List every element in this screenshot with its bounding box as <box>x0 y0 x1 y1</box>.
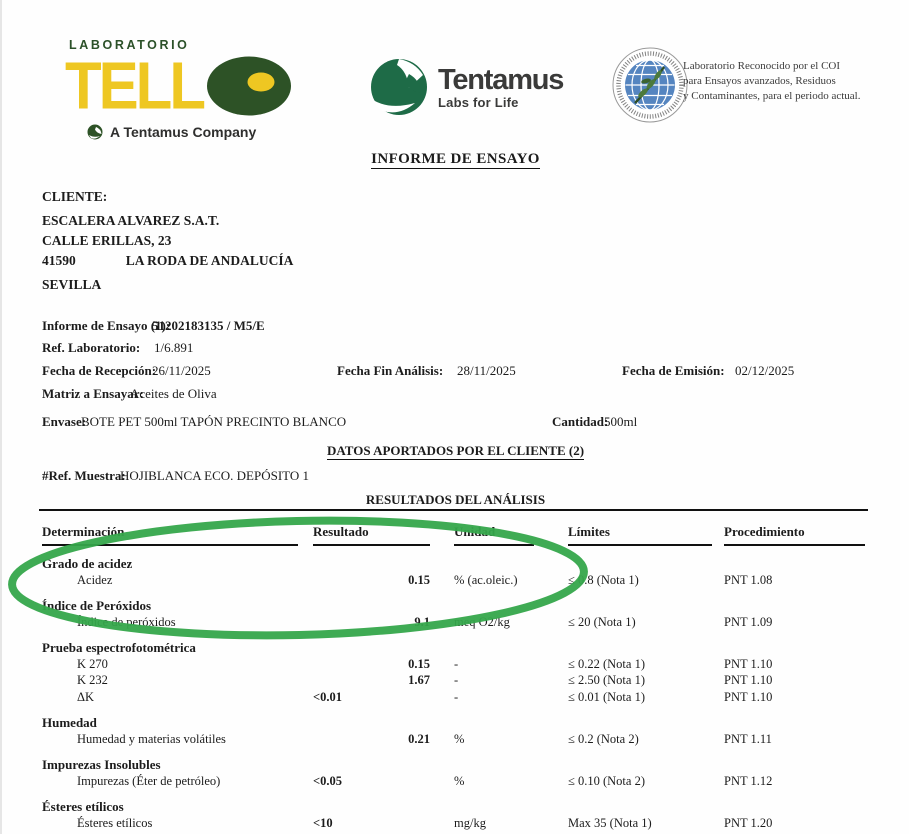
cell-procedimiento: PNT 1.12 <box>724 773 773 788</box>
table-row <box>42 572 877 589</box>
cell-limites: ≤ 0.10 (Nota 2) <box>568 773 645 788</box>
cell-resultado: 1.67 <box>408 673 430 688</box>
ref-muestra-label: #Ref. Muestra: <box>42 468 126 483</box>
cell-resultado: <10 <box>313 815 333 830</box>
cell-unidad: - <box>454 656 459 671</box>
cell-limites: ≤ 2.50 (Nota 1) <box>568 673 645 688</box>
cell-unidad: % <box>454 773 465 788</box>
group-header: Prueba espectrofotométrica <box>42 639 196 655</box>
col-header-resultado: Resultado <box>313 524 430 546</box>
tentamus-tagline: Labs for Life <box>438 94 519 110</box>
results-table-body <box>42 555 877 831</box>
cell-procedimiento: PNT 1.10 <box>724 656 773 671</box>
table-row <box>42 773 877 790</box>
tentamus-leaf-icon <box>370 58 430 116</box>
cell-limites: Max 35 (Nota 1) <box>568 815 652 830</box>
olive-icon <box>205 55 293 117</box>
report-title-text: INFORME DE ENSAYO <box>371 151 540 167</box>
ref-lab-value: 1/6.891 <box>154 340 194 355</box>
results-divider-rule <box>39 509 868 511</box>
tentamus-small-leaf-icon <box>87 124 104 140</box>
emision-label: Fecha de Emisión: <box>622 363 725 378</box>
cell-param: Índice de peróxidos <box>77 614 176 629</box>
cell-param: Acidez <box>77 573 113 587</box>
report-title <box>2 150 909 168</box>
cell-limites: ≤ 0.8 (Nota 1) <box>568 573 639 587</box>
cell-procedimiento: PNT 1.10 <box>724 673 773 688</box>
results-table <box>42 524 877 831</box>
cell-unidad: - <box>454 690 459 705</box>
results-table-header <box>42 524 877 546</box>
cell-param: K 270 <box>77 656 108 671</box>
table-row <box>42 672 877 689</box>
informe-value: 51202183135 / M5/E <box>152 318 265 333</box>
coi-text-line1: Laboratorio Reconocido por el COI <box>683 60 841 72</box>
fin-analisis-value: 28/11/2025 <box>457 363 516 378</box>
matriz-value: Aceites de Oliva <box>130 386 217 401</box>
cell-unidad: meq O2/kg <box>454 614 510 629</box>
ref-muestra-value: HOJIBLANCA ECO. DEPÓSITO 1 <box>120 468 309 483</box>
tentamus-logo <box>370 58 563 116</box>
coi-text-line3: y Contaminantes, para el periodo actual. <box>683 90 861 102</box>
cell-resultado: 9.1 <box>414 614 430 629</box>
group-header: Ésteres etílicos <box>42 798 124 814</box>
cell-param: Ésteres etílicos <box>77 815 153 830</box>
client-province: SEVILLA <box>42 277 102 292</box>
group-header: Índice de Peróxidos <box>42 597 152 613</box>
cantidad-value: 500ml <box>604 414 638 429</box>
cell-procedimiento: PNT 1.11 <box>724 731 772 746</box>
cell-unidad: - <box>454 673 459 688</box>
cell-param: ΔK <box>77 690 95 705</box>
informe-label: Informe de Ensayo (1): <box>42 318 171 333</box>
client-city: LA RODA DE ANDALUCÍA <box>125 253 294 268</box>
client-label: CLIENTE: <box>42 189 108 204</box>
coi-seal-icon <box>610 44 690 126</box>
datos-cliente-heading-text: DATOS APORTADOS POR EL CLIENTE (2) <box>326 443 585 458</box>
col-header-unidad: Unidad <box>454 524 534 546</box>
tello-laboratorio-text: LABORATORIO <box>69 38 190 52</box>
cell-resultado: 0.15 <box>408 573 430 587</box>
cell-limites: ≤ 0.2 (Nota 2) <box>568 731 639 746</box>
cell-unidad: % <box>454 731 465 746</box>
emision-value: 02/12/2025 <box>735 363 795 378</box>
tello-tagline: A Tentamus Company <box>110 124 257 140</box>
cell-limites: ≤ 0.22 (Nota 1) <box>568 656 645 671</box>
client-name: ESCALERA ALVAREZ S.A.T. <box>42 213 220 228</box>
cell-procedimiento: PNT 1.10 <box>724 690 773 705</box>
cell-param: Impurezas (Éter de petróleo) <box>77 773 221 788</box>
tello-wordmark: TELL <box>65 47 203 123</box>
ref-lab-label: Ref. Laboratorio: <box>42 340 141 355</box>
cell-param: K 232 <box>77 673 108 688</box>
coi-recognition-text <box>683 59 908 104</box>
matriz-label: Matriz a Ensayar: <box>42 386 144 401</box>
col-header-procedimiento: Procedimiento <box>724 524 865 546</box>
table-row <box>42 689 877 706</box>
group-header: Humedad <box>42 714 97 730</box>
client-postal-code: 41590 <box>42 253 76 268</box>
cell-limites: ≤ 0.01 (Nota 1) <box>568 690 645 705</box>
col-header-determinacion: Determinación <box>42 524 298 546</box>
col-header-limites: Límites <box>568 524 712 546</box>
group-header: Grado de acidez <box>42 556 133 571</box>
cell-procedimiento: PNT 1.09 <box>724 614 773 629</box>
group-header: Impurezas Insolubles <box>42 756 161 772</box>
datos-cliente-heading <box>2 442 909 460</box>
cantidad-label: Cantidad: <box>552 414 609 429</box>
coi-text-line2: para Ensayos avanzados, Residuos <box>683 75 836 87</box>
cell-resultado: 0.15 <box>408 656 430 671</box>
envase-value: BOTE PET 500ml TAPÓN PRECINTO BLANCO <box>81 414 347 429</box>
resultados-heading-text: RESULTADOS DEL ANÁLISIS <box>365 492 546 507</box>
cell-resultado: <0.05 <box>313 773 342 788</box>
table-row <box>42 731 877 748</box>
table-row <box>42 815 877 832</box>
table-row <box>42 614 877 631</box>
tentamus-wordmark: Tentamus <box>438 63 564 96</box>
cell-unidad: mg/kg <box>454 815 486 830</box>
cell-resultado: <0.01 <box>313 690 342 705</box>
table-row <box>42 656 877 673</box>
client-street: CALLE ERILLAS, 23 <box>42 233 172 248</box>
cell-procedimiento: PNT 1.08 <box>724 573 773 587</box>
cell-unidad: % (ac.oleic.) <box>454 573 518 587</box>
envase-label: Envase: <box>42 414 87 429</box>
cell-limites: ≤ 20 (Nota 1) <box>568 614 636 629</box>
cell-procedimiento: PNT 1.20 <box>724 815 773 830</box>
recepcion-label: Fecha de Recepción: <box>42 363 157 378</box>
cell-resultado: 0.21 <box>408 731 430 746</box>
recepcion-value: 26/11/2025 <box>152 363 211 378</box>
resultados-heading <box>2 491 909 509</box>
cell-param: Humedad y materias volátiles <box>77 731 226 746</box>
client-block <box>42 189 293 293</box>
fin-analisis-label: Fecha Fin Análisis: <box>337 363 444 378</box>
tello-logo <box>65 38 293 140</box>
